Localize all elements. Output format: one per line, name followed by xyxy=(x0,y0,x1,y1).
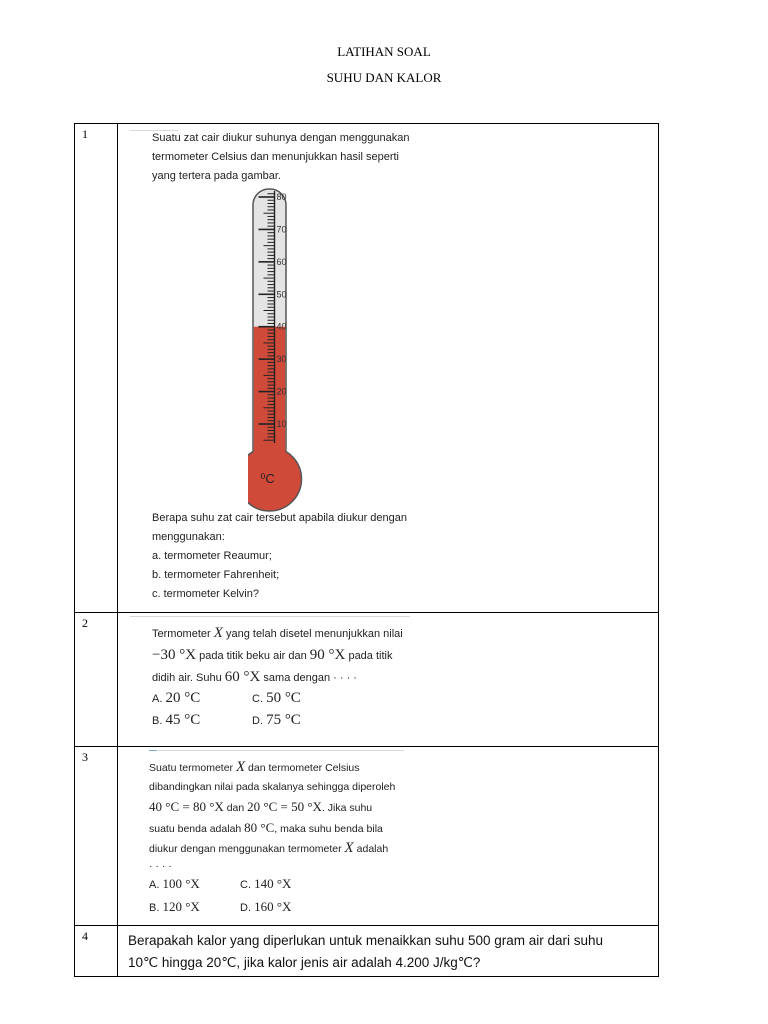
text-line: suatu benda adalah 80 °C, maka suhu benda bila xyxy=(149,820,383,835)
text-line: b. termometer Fahrenheit; xyxy=(152,569,280,581)
option-b[interactable]: B. 120 °X xyxy=(149,899,200,914)
text-line: Suatu zat cair diukur suhunya dengan menggunakan xyxy=(152,132,410,144)
text-line: dibandingkan nilai pada skalanya sehingga diperoleh xyxy=(149,781,396,793)
question-row-1 xyxy=(75,124,659,613)
scale-label: 60 xyxy=(276,256,287,267)
text-line: Berapakah kalor yang diperlukan untuk menaikkan suhu 500 gram air dari suhu xyxy=(128,933,604,948)
question-row-2 xyxy=(75,613,659,747)
question-2-content xyxy=(118,613,659,747)
text-line: Termometer X yang telah disetel menunjukkan nilai xyxy=(152,625,403,641)
scale-label: 10 xyxy=(276,419,287,429)
doc-subtitle: SUHU DAN KALOR xyxy=(326,70,442,85)
divider-line xyxy=(149,750,157,751)
text-line: Berapa suhu zat cair tersebut apabila diukur dengan xyxy=(152,512,408,524)
question-number: 3 xyxy=(75,747,118,926)
text-line: yang tertera pada gambar. xyxy=(152,170,282,182)
question-1-question xyxy=(152,509,407,604)
option-a[interactable]: A. 100 °X xyxy=(149,876,200,891)
question-number: 4 xyxy=(75,926,118,977)
thermometer-figure xyxy=(248,188,328,512)
unit-label: ⁰C xyxy=(260,471,275,486)
text-line: didih air. Suhu 60 °X sama dengan · · · · xyxy=(152,669,357,685)
text-line: · · · · xyxy=(149,860,172,872)
option-c[interactable]: C. 140 °X xyxy=(240,876,292,891)
text-line: menggunakan: xyxy=(152,531,225,543)
question-4-text xyxy=(118,926,658,974)
scale-label: 20 xyxy=(276,386,287,397)
option-d[interactable]: D. 160 °X xyxy=(240,899,292,914)
question-row-4 xyxy=(75,926,659,977)
text-line: termometer Celsius dan menunjukkan hasil seperti xyxy=(152,151,400,163)
question-row-3 xyxy=(75,747,659,926)
question-3-text xyxy=(149,758,395,918)
question-number: 2 xyxy=(75,613,118,747)
scale-label: 30 xyxy=(276,354,287,365)
scale-label: 70 xyxy=(276,224,287,235)
text-line: 40 °C = 80 °X dan 20 °C = 50 °X. Jika suhu xyxy=(149,799,373,814)
question-4-content xyxy=(118,926,659,977)
doc-title: LATIHAN SOAL xyxy=(337,44,431,59)
text-line: 10℃ hingga 20℃, jika kalor jenis air adalah 4.200 J/kg℃? xyxy=(128,955,481,970)
question-1-intro xyxy=(152,129,409,186)
text-line: diukur dengan menggunakan termometer X adalah xyxy=(149,840,389,856)
answer-options xyxy=(149,874,395,918)
scale-label: 80 xyxy=(276,192,287,202)
option-c[interactable]: C. 50 °C xyxy=(252,690,301,706)
question-number: 1 xyxy=(75,124,118,613)
question-1-content xyxy=(118,124,659,613)
question-3-content xyxy=(118,747,659,926)
divider-line xyxy=(130,616,410,617)
option-a[interactable]: A. 20 °C xyxy=(152,690,201,706)
answer-options xyxy=(152,689,403,731)
scale-label: 40 xyxy=(276,321,287,332)
option-b[interactable]: B. 45 °C xyxy=(152,712,201,728)
text-line: Suatu termometer X dan termometer Celsius xyxy=(149,759,360,775)
divider-line xyxy=(158,750,404,751)
text-line: a. termometer Reaumur; xyxy=(152,550,272,562)
question-2-text xyxy=(152,623,403,731)
text-line: c. termometer Kelvin? xyxy=(152,588,259,600)
question-table xyxy=(74,123,659,977)
text-line: −30 °X pada titik beku air dan 90 °X pada titik xyxy=(152,647,393,663)
option-d[interactable]: D. 75 °C xyxy=(252,712,301,728)
scale-label: 50 xyxy=(276,289,287,300)
thermometer-neck xyxy=(254,443,285,455)
